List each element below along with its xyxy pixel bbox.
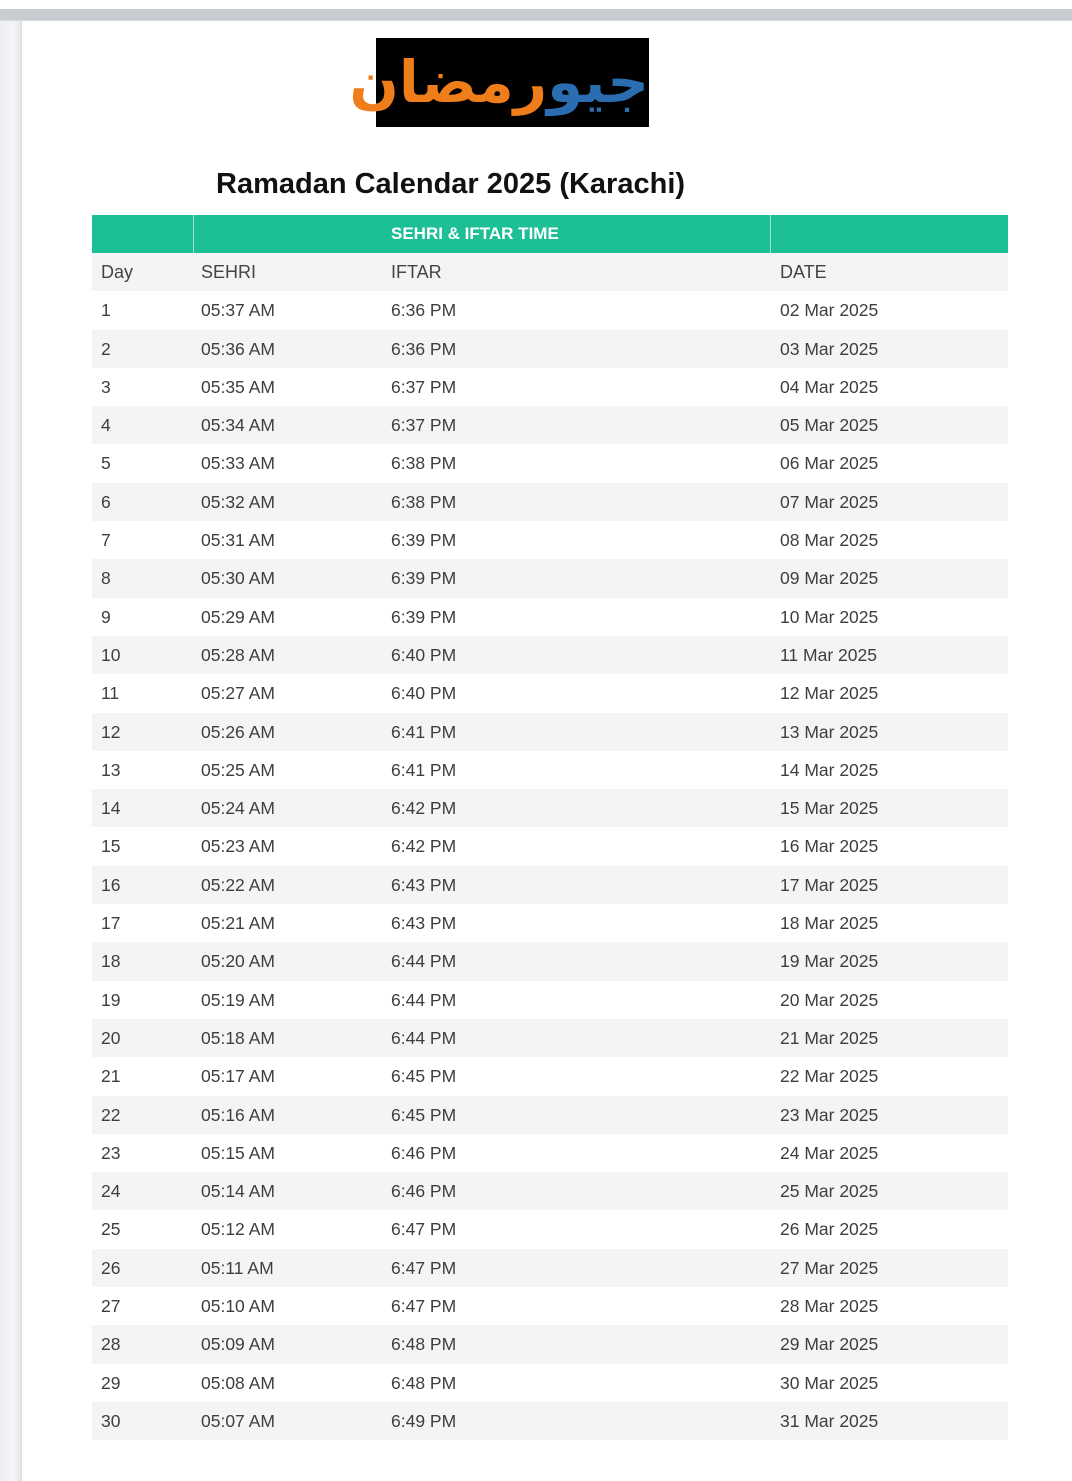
cell-day: 26 <box>101 1257 121 1278</box>
cell-date: 10 Mar 2025 <box>780 606 879 627</box>
table-banner <box>92 215 1008 253</box>
logo-text-blue: جیو <box>547 48 649 116</box>
cell-date: 05 Mar 2025 <box>780 415 879 436</box>
cell-iftar: 6:46 PM <box>391 1181 457 1202</box>
table-row <box>92 598 1008 636</box>
cell-sehri: 05:19 AM <box>201 989 275 1010</box>
cell-iftar: 6:39 PM <box>391 568 457 589</box>
cell-iftar: 6:39 PM <box>391 530 457 551</box>
table-row <box>92 1019 1008 1057</box>
cell-day: 2 <box>101 338 111 359</box>
cell-day: 9 <box>101 606 111 627</box>
cell-iftar: 6:45 PM <box>391 1066 457 1087</box>
cell-iftar: 6:46 PM <box>391 1142 457 1163</box>
banner-divider <box>193 215 194 253</box>
cell-iftar: 6:44 PM <box>391 1027 457 1048</box>
cell-iftar: 6:41 PM <box>391 759 457 780</box>
cell-sehri: 05:30 AM <box>201 568 275 589</box>
cell-date: 24 Mar 2025 <box>780 1142 879 1163</box>
table-row <box>92 1134 1008 1172</box>
cell-sehri: 05:23 AM <box>201 836 275 857</box>
cell-sehri: 05:15 AM <box>201 1142 275 1163</box>
cell-date: 07 Mar 2025 <box>780 491 879 512</box>
cell-sehri: 05:29 AM <box>201 606 275 627</box>
cell-date: 23 Mar 2025 <box>780 1104 879 1125</box>
cell-date: 11 Mar 2025 <box>780 644 877 665</box>
cell-day: 5 <box>101 453 111 474</box>
ramadan-timetable <box>92 215 1008 1440</box>
cell-sehri: 05:09 AM <box>201 1334 275 1355</box>
viewer-top-bar <box>0 0 1072 21</box>
cell-day: 29 <box>101 1372 121 1393</box>
cell-sehri: 05:12 AM <box>201 1219 275 1240</box>
cell-iftar: 6:47 PM <box>391 1296 457 1317</box>
cell-sehri: 05:18 AM <box>201 1027 275 1048</box>
cell-iftar: 6:37 PM <box>391 415 457 436</box>
viewer-left-gutter <box>0 21 22 1481</box>
cell-date: 08 Mar 2025 <box>780 530 879 551</box>
logo-wordmark <box>349 38 649 127</box>
column-header-sehri: SEHRI <box>201 262 257 282</box>
cell-sehri: 05:22 AM <box>201 874 275 895</box>
cell-iftar: 6:38 PM <box>391 453 457 474</box>
table-row <box>92 789 1008 827</box>
cell-day: 20 <box>101 1027 121 1048</box>
table-row <box>92 444 1008 482</box>
banner-label: SEHRI & IFTAR TIME <box>391 224 559 243</box>
cell-sehri: 05:26 AM <box>201 721 275 742</box>
column-header-row <box>92 253 1008 291</box>
cell-day: 23 <box>101 1142 121 1163</box>
cell-sehri: 05:32 AM <box>201 491 275 512</box>
cell-iftar: 6:41 PM <box>391 721 457 742</box>
cell-sehri: 05:07 AM <box>201 1410 275 1431</box>
table-row <box>92 713 1008 751</box>
cell-date: 30 Mar 2025 <box>780 1372 879 1393</box>
cell-sehri: 05:34 AM <box>201 415 275 436</box>
table-row <box>92 559 1008 597</box>
cell-iftar: 6:45 PM <box>391 1104 457 1125</box>
cell-day: 11 <box>101 683 120 704</box>
cell-date: 18 Mar 2025 <box>780 913 879 934</box>
table-row <box>92 904 1008 942</box>
table-row <box>92 330 1008 368</box>
column-header-date: DATE <box>780 262 827 282</box>
table-row <box>92 1249 1008 1287</box>
cell-day: 30 <box>101 1410 121 1431</box>
page-title: Ramadan Calendar 2025 (Karachi) <box>216 168 686 200</box>
cell-iftar: 6:48 PM <box>391 1372 457 1393</box>
cell-day: 6 <box>101 491 111 512</box>
cell-sehri: 05:20 AM <box>201 951 275 972</box>
table-row <box>92 1057 1008 1095</box>
cell-day: 22 <box>101 1104 121 1125</box>
cell-iftar: 6:40 PM <box>391 683 457 704</box>
cell-sehri: 05:33 AM <box>201 453 275 474</box>
cell-date: 26 Mar 2025 <box>780 1219 879 1240</box>
cell-date: 14 Mar 2025 <box>780 759 879 780</box>
cell-day: 19 <box>101 989 121 1010</box>
column-header-iftar: IFTAR <box>391 262 442 282</box>
table-body <box>92 291 1008 1440</box>
table-row <box>92 1172 1008 1210</box>
banner-divider <box>770 215 771 253</box>
cell-iftar: 6:42 PM <box>391 798 457 819</box>
cell-iftar: 6:39 PM <box>391 606 457 627</box>
cell-day: 28 <box>101 1334 121 1355</box>
cell-date: 19 Mar 2025 <box>780 951 879 972</box>
cell-sehri: 05:11 AM <box>201 1257 274 1278</box>
cell-sehri: 05:08 AM <box>201 1372 275 1393</box>
cell-date: 31 Mar 2025 <box>780 1410 879 1431</box>
cell-sehri: 05:21 AM <box>201 913 275 934</box>
cell-sehri: 05:35 AM <box>201 376 275 397</box>
cell-day: 12 <box>101 721 121 742</box>
cell-sehri: 05:14 AM <box>201 1181 275 1202</box>
cell-day: 18 <box>101 951 121 972</box>
cell-day: 14 <box>101 798 121 819</box>
cell-date: 15 Mar 2025 <box>780 798 879 819</box>
cell-sehri: 05:16 AM <box>201 1104 275 1125</box>
cell-day: 17 <box>101 913 121 934</box>
table-row <box>92 636 1008 674</box>
cell-day: 1 <box>101 300 111 321</box>
cell-date: 20 Mar 2025 <box>780 989 879 1010</box>
table-row <box>92 1364 1008 1402</box>
column-header-day: Day <box>101 262 134 282</box>
cell-iftar: 6:40 PM <box>391 644 457 665</box>
cell-date: 22 Mar 2025 <box>780 1066 879 1087</box>
cell-sehri: 05:17 AM <box>201 1066 275 1087</box>
cell-iftar: 6:49 PM <box>391 1410 457 1431</box>
cell-date: 25 Mar 2025 <box>780 1181 879 1202</box>
cell-date: 29 Mar 2025 <box>780 1334 879 1355</box>
table-row <box>92 942 1008 980</box>
cell-sehri: 05:37 AM <box>201 300 275 321</box>
cell-day: 24 <box>101 1181 121 1202</box>
cell-sehri: 05:10 AM <box>201 1296 275 1317</box>
cell-iftar: 6:48 PM <box>391 1334 457 1355</box>
table-row <box>92 483 1008 521</box>
cell-day: 10 <box>101 644 121 665</box>
cell-day: 25 <box>101 1219 121 1240</box>
table-row <box>92 1096 1008 1134</box>
cell-day: 15 <box>101 836 121 857</box>
table-row <box>92 827 1008 865</box>
table-row <box>92 406 1008 444</box>
cell-date: 04 Mar 2025 <box>780 376 879 397</box>
cell-iftar: 6:44 PM <box>391 989 457 1010</box>
cell-day: 16 <box>101 874 121 895</box>
cell-date: 16 Mar 2025 <box>780 836 879 857</box>
cell-day: 13 <box>101 759 121 780</box>
cell-iftar: 6:43 PM <box>391 874 457 895</box>
cell-sehri: 05:28 AM <box>201 644 275 665</box>
cell-iftar: 6:47 PM <box>391 1257 457 1278</box>
cell-date: 03 Mar 2025 <box>780 338 879 359</box>
cell-day: 7 <box>101 530 111 551</box>
cell-sehri: 05:24 AM <box>201 798 275 819</box>
cell-date: 17 Mar 2025 <box>780 874 879 895</box>
table-row <box>92 1402 1008 1440</box>
table-row <box>92 1287 1008 1325</box>
cell-iftar: 6:42 PM <box>391 836 457 857</box>
cell-iftar: 6:37 PM <box>391 376 457 397</box>
cell-date: 13 Mar 2025 <box>780 721 879 742</box>
cell-sehri: 05:31 AM <box>201 530 275 551</box>
table-row <box>92 291 1008 329</box>
cell-day: 3 <box>101 376 111 397</box>
geo-ramzan-logo <box>349 38 649 127</box>
cell-day: 27 <box>101 1296 121 1317</box>
cell-day: 8 <box>101 568 111 589</box>
cell-date: 27 Mar 2025 <box>780 1257 879 1278</box>
cell-iftar: 6:44 PM <box>391 951 457 972</box>
table-row <box>92 521 1008 559</box>
cell-date: 28 Mar 2025 <box>780 1296 879 1317</box>
table-row <box>92 368 1008 406</box>
cell-date: 12 Mar 2025 <box>780 683 879 704</box>
table-row <box>92 981 1008 1019</box>
cell-sehri: 05:27 AM <box>201 683 275 704</box>
table-row <box>92 1325 1008 1363</box>
cell-iftar: 6:47 PM <box>391 1219 457 1240</box>
table-row <box>92 674 1008 712</box>
cell-day: 21 <box>101 1066 121 1087</box>
cell-sehri: 05:36 AM <box>201 338 275 359</box>
cell-iftar: 6:43 PM <box>391 913 457 934</box>
cell-date: 21 Mar 2025 <box>780 1027 879 1048</box>
cell-date: 06 Mar 2025 <box>780 453 879 474</box>
logo-text-orange: رمضان <box>349 48 548 116</box>
table-row <box>92 866 1008 904</box>
cell-iftar: 6:36 PM <box>391 338 457 359</box>
cell-date: 09 Mar 2025 <box>780 568 879 589</box>
table-row <box>92 751 1008 789</box>
cell-date: 02 Mar 2025 <box>780 300 879 321</box>
cell-iftar: 6:38 PM <box>391 491 457 512</box>
cell-sehri: 05:25 AM <box>201 759 275 780</box>
cell-day: 4 <box>101 415 111 436</box>
table-row <box>92 1210 1008 1248</box>
cell-iftar: 6:36 PM <box>391 300 457 321</box>
